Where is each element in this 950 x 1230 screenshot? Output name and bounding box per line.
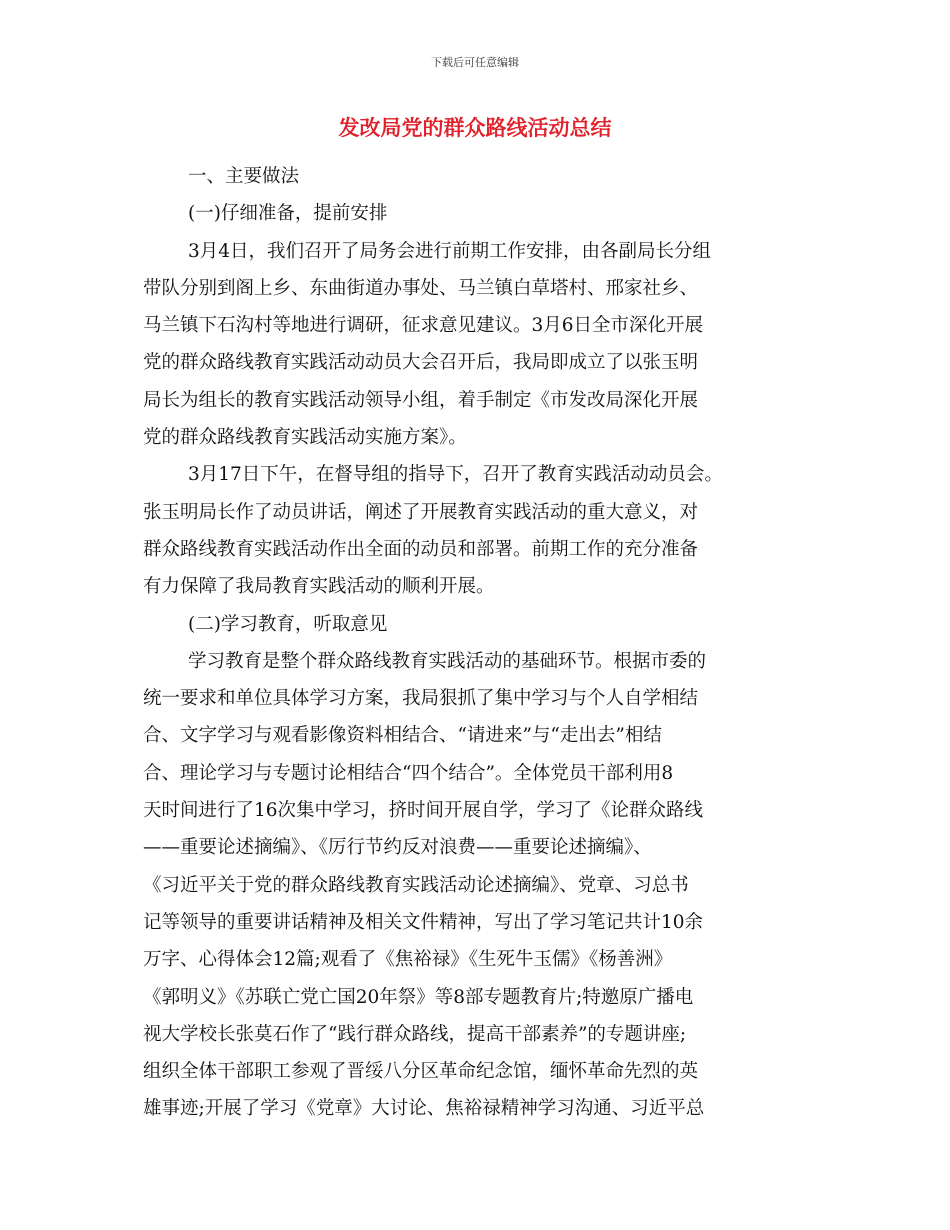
body-line: 《郭明义》《苏联亡党亡国20年祭》等8部专题教育片;特邀原广播电 xyxy=(143,986,694,1008)
body-line: 党的群众路线教育实践活动动员大会召开后，我局即成立了以张玉明 xyxy=(143,352,699,374)
body-line: 学习教育是整个群众路线教育实践活动的基础环节。根据市委的 xyxy=(188,650,707,672)
document-title: 发改局党的群众路线活动总结 xyxy=(338,116,612,140)
body-line: 记等领导的重要讲话精神及相关文件精神，写出了学习笔记共计10余 xyxy=(143,911,704,933)
body-line: 万字、心得体会12篇;观看了《焦裕禄》《生死牛玉儒》《杨善洲》 xyxy=(143,949,673,971)
body-line: 雄事迹;开展了学习《党章》大讨论、焦裕禄精神学习沟通、习近平总 xyxy=(143,1098,705,1120)
body-line: 马兰镇下石沟村等地进行调研，征求意见建议。3月6日全市深化开展 xyxy=(143,315,704,337)
body-line: 合、文字学习与观看影像资料相结合、“请进来”与“走出去”相结 xyxy=(143,725,662,747)
body-line: 3月17日下午，在督导组的指导下，召开了教育实践活动动员会。 xyxy=(188,464,723,486)
body-line: 一、主要做法 xyxy=(188,166,300,187)
body-line: 局长为组长的教育实践活动领导小组，着手制定《市发改局深化开展 xyxy=(143,389,699,411)
body-line: 组织全体干部职工参观了晋绥八分区革命纪念馆，缅怀革命先烈的英 xyxy=(143,1061,699,1083)
body-line: (一)仔细准备，提前安排 xyxy=(188,203,388,225)
body-line: 《习近平关于党的群众路线教育实践活动论述摘编》、党章、习总书 xyxy=(143,874,689,896)
body-line: 带队分别到阁上乡、东曲街道办事处、马兰镇白草塔村、邢家社乡、 xyxy=(143,277,699,299)
body-line: 3月4日，我们召开了局务会进行前期工作安排，由各副局长分组 xyxy=(188,240,712,262)
body-line: ——重要论述摘编》、《厉行节约反对浪费——重要论述摘编》、 xyxy=(143,837,652,859)
body-line: 有力保障了我局教育实践活动的顺利开展。 xyxy=(143,576,495,598)
body-line: 视大学校长张莫石作了“践行群众路线，提高干部素养”的专题讲座; xyxy=(143,1023,687,1045)
body-line: (二)学习教育，听取意见 xyxy=(188,613,388,635)
body-line: 统一要求和单位具体学习方案，我局狠抓了集中学习与个人自学相结 xyxy=(143,688,699,710)
body-line: 张玉明局长作了动员讲话，阐述了开展教育实践活动的重大意义，对 xyxy=(143,501,699,523)
header-note: 下载后可任意编辑 xyxy=(431,56,519,69)
body-line: 群众路线教育实践活动作出全面的动员和部署。前期工作的充分准备 xyxy=(143,538,699,560)
body-line: 党的群众路线教育实践活动实施方案》。 xyxy=(143,427,467,449)
document-body xyxy=(143,158,813,1128)
body-line: 合、理论学习与专题讨论相结合“四个结合”。全体党员干部利用8 xyxy=(143,762,674,784)
body-line: 天时间进行了16次集中学习，挤时间开展自学，学习了《论群众路线 xyxy=(143,800,704,822)
